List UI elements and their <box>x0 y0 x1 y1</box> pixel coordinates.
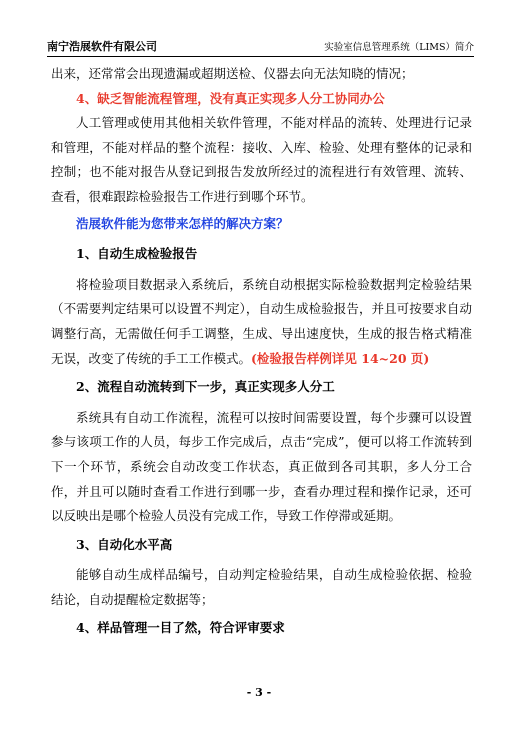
page-content <box>51 62 472 647</box>
paragraph-continued: 出来，还常常会出现遗漏或超期送检、仪器去向无法知晓的情况； <box>51 66 414 81</box>
solution-1-title: 1、自动生成检验报告 <box>76 246 198 262</box>
solution-section-title: 浩展软件能为您带来怎样的解决方案？ <box>76 215 289 231</box>
document-title: 实验室信息管理系统（LIMS）简介 <box>324 42 474 53</box>
solution-1-text <box>51 273 472 371</box>
solution-3-title: 3、自动化水平高 <box>76 536 173 552</box>
page-header <box>47 36 474 57</box>
problem-heading-4: 4、缺乏智能流程管理，没有真正实现多人分工协同办公 <box>76 90 385 106</box>
report-sample-note: (检验报告样例详见 14~20 页) <box>251 350 430 366</box>
company-name: 南宁浩展软件有限公司 <box>47 40 157 53</box>
solution-3-text: 能够自动生成样品编号，自动判定检验结果，自动生成检验依据、检验结论，自动提醒检定数据等； <box>51 567 472 607</box>
solution-1-body: 将检验项目数据录入系统后，系统自动根据实际检验数据判定检验结果（不需要判定结果可以设置不判定），自动生成检验报告，并且可按要求自动调整行高，无需做任何手工调整，生成、导出速度快，生成的报告格式精准无误，改变了传统的手工工作模式。 <box>51 276 472 366</box>
page-number: - 3 - <box>246 686 272 699</box>
solution-4-title: 4、样品管理一目了然，符合评审要求 <box>76 620 285 636</box>
solution-2-text: 系统具有自动工作流程，流程可以按时间需要设置，每个步骤可以设置参与该项工作的人员，每步工作完成后，点击“完成”，便可以将工作流转到下一个环节，系统会自动改变工作状态，真正做到各司其职，多人分工合作，并且可以随时查看工作进行到哪一步，查看办理过程和操作记录，还可以反映出是哪个检验人员没有完成工作，导致工作停滞或延期。 <box>51 409 472 524</box>
problem-4-text: 人工管理或使用其他相关软件管理，不能对样品的流转、处理进行记录和管理，不能对样品的整个流程：接收、入库、检验、处理有整体的记录和控制；也不能对报告从登记到报告发放所经过的流程进行有效管理、流转、查看，很难跟踪检验报告工作进行到哪个环节。 <box>51 115 472 204</box>
solution-2-title: 2、流程自动流转到下一步，真正实现多人分工 <box>76 379 335 395</box>
